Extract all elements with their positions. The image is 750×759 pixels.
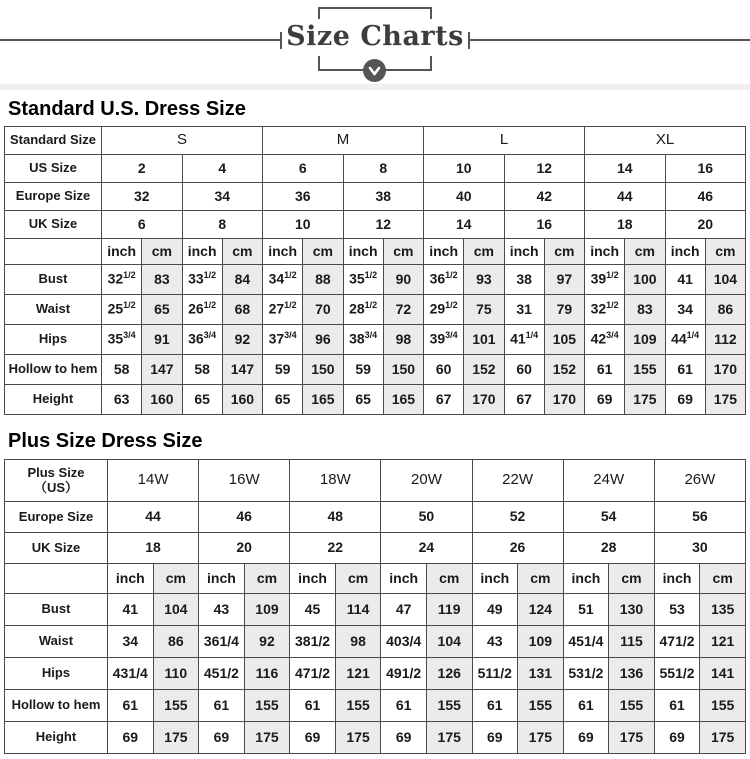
table-cell: 18W [290,460,381,502]
table-cell: L [424,127,585,155]
table-cell: 61 [199,690,245,722]
table-cell: 30 [654,533,745,564]
table-cell: $32^{1/2}$ [585,295,625,325]
table-cell: $42^{3/4}$ [585,325,625,355]
table-row [5,564,746,594]
table-cell: 160 [222,385,262,415]
table-row [5,385,746,415]
table-cell: 40 [424,183,505,211]
table-cell: 124 [518,594,564,626]
table-row [5,127,746,155]
table-cell: 130 [609,594,655,626]
table-cell: 126 [426,658,472,690]
table-cell: 175 [609,722,655,754]
table-cell: 115 [609,626,655,658]
row-label: US Size [5,155,102,183]
table-row [5,239,746,265]
table-cell: 4 [182,155,263,183]
table-cell: inch [563,564,609,594]
table-cell: 34 [108,626,154,658]
table-cell: 96 [303,325,343,355]
table-cell: inch [654,564,700,594]
table-cell: 91 [142,325,182,355]
table-cell: 47 [381,594,427,626]
table-row [5,355,746,385]
table-cell: 92 [222,325,262,355]
table-cell: 175 [518,722,564,754]
table-cell: 16 [665,155,746,183]
row-label: Standard Size [5,127,102,155]
page-title: Size Charts [286,21,464,52]
table-cell: 65 [182,385,222,415]
table-cell: 147 [142,355,182,385]
table-cell: 451/2 [199,658,245,690]
table-cell: cm [426,564,472,594]
table-cell: 2 [102,155,183,183]
table-cell: 61 [472,690,518,722]
table-cell: 22 [290,533,381,564]
table-cell: 155 [335,690,381,722]
table-cell: 160 [142,385,182,415]
table-row [5,690,746,722]
table-cell: 61 [290,690,336,722]
table-cell: 59 [263,355,303,385]
table-cell: 104 [705,265,745,295]
table-cell: 69 [585,385,625,415]
table-cell: 54 [563,502,654,533]
table-cell: 155 [244,690,290,722]
table-cell: 20 [199,533,290,564]
table-cell: 45 [290,594,336,626]
plus-size-section [0,430,750,754]
table-cell: inch [585,239,625,265]
row-label: UK Size [5,533,108,564]
table-cell: $36^{1/2}$ [424,265,464,295]
row-label: Hollow to hem [5,355,102,385]
table-cell: 155 [625,355,665,385]
table-cell: cm [625,239,665,265]
table-cell: 20 [665,211,746,239]
table-cell: 58 [182,355,222,385]
table-cell: 531/2 [563,658,609,690]
table-cell: 175 [244,722,290,754]
table-cell: 114 [335,594,381,626]
table-cell: 104 [426,626,472,658]
table-cell: 150 [383,355,423,385]
table-cell: 155 [700,690,746,722]
table-cell: 97 [544,265,584,295]
table-cell: 61 [665,355,705,385]
table-cell: 98 [335,626,381,658]
table-cell: 46 [665,183,746,211]
table-cell: cm [335,564,381,594]
table-cell: 48 [290,502,381,533]
table-cell: 24 [381,533,472,564]
table-cell: 155 [153,690,199,722]
row-label: Europe Size [5,183,102,211]
table-cell: 152 [544,355,584,385]
table-cell: 31 [504,295,544,325]
table-cell: 32 [102,183,183,211]
table-cell: 136 [609,658,655,690]
table-cell: 69 [290,722,336,754]
table-cell: 14 [585,155,666,183]
table-cell: 147 [222,355,262,385]
table-cell: 60 [424,355,464,385]
table-cell: 150 [303,355,343,385]
table-cell: 431/4 [108,658,154,690]
table-cell: 92 [244,626,290,658]
table-cell: cm [383,239,423,265]
table-cell: inch [199,564,245,594]
table-row [5,265,746,295]
table-cell: 65 [343,385,383,415]
table-cell: 34 [665,295,705,325]
table-cell: 170 [464,385,504,415]
table-cell: 175 [335,722,381,754]
table-cell: 63 [102,385,142,415]
table-cell: 86 [153,626,199,658]
table-row [5,460,746,502]
table-row [5,183,746,211]
row-label: Europe Size [5,502,108,533]
table-cell: 16 [504,211,585,239]
chevron-down-icon [363,59,386,82]
row-label: Height [5,385,102,415]
table-cell: M [263,127,424,155]
table-cell: $44^{1/4}$ [665,325,705,355]
table-cell: 44 [585,183,666,211]
table-cell: $38^{3/4}$ [343,325,383,355]
row-label: Plus Size （US） [5,460,108,502]
table-cell: inch [263,239,303,265]
table-cell: 119 [426,594,472,626]
table-cell: $36^{3/4}$ [182,325,222,355]
table-cell: 18 [108,533,199,564]
table-cell: cm [142,239,182,265]
row-label: Hips [5,325,102,355]
table-cell: 10 [424,155,505,183]
table-cell: 72 [383,295,423,325]
standard-size-table [4,126,746,415]
table-cell: $32^{1/2}$ [102,265,142,295]
table-cell: 511/2 [472,658,518,690]
table-cell: 471/2 [654,626,700,658]
table-cell: 491/2 [381,658,427,690]
table-cell: 68 [222,295,262,325]
table-cell: 50 [381,502,472,533]
table-cell: 170 [544,385,584,415]
table-cell: 90 [383,265,423,295]
table-cell: 51 [563,594,609,626]
table-cell: $26^{1/2}$ [182,295,222,325]
row-label: Bust [5,594,108,626]
table-cell: 152 [464,355,504,385]
table-cell: 98 [383,325,423,355]
table-row [5,533,746,564]
table-cell: 53 [654,594,700,626]
table-cell: 46 [199,502,290,533]
table-cell: cm [244,564,290,594]
table-cell: $39^{3/4}$ [424,325,464,355]
table-cell: S [102,127,263,155]
table-cell: 121 [335,658,381,690]
table-cell: 100 [625,265,665,295]
table-cell: inch [182,239,222,265]
table-cell: 60 [504,355,544,385]
table-cell: $35^{1/2}$ [343,265,383,295]
table-cell: $34^{1/2}$ [263,265,303,295]
table-cell: 170 [705,355,745,385]
table-cell: 59 [343,355,383,385]
standard-size-section [0,98,750,415]
table-row [5,658,746,690]
table-cell: $27^{1/2}$ [263,295,303,325]
table-cell: 8 [182,211,263,239]
table-row [5,502,746,533]
table-cell: 79 [544,295,584,325]
table-cell: 104 [153,594,199,626]
table-cell: inch [108,564,154,594]
table-cell: 141 [700,658,746,690]
table-cell: 41 [108,594,154,626]
table-cell: 175 [426,722,472,754]
table-cell: 61 [585,355,625,385]
table-cell: 112 [705,325,745,355]
table-cell: 22W [472,460,563,502]
table-cell: 10 [263,211,344,239]
table-cell: inch [472,564,518,594]
table-cell: 26 [472,533,563,564]
table-cell: inch [504,239,544,265]
table-cell: 44 [108,502,199,533]
table-cell: 56 [654,502,745,533]
table-cell: 86 [705,295,745,325]
table-cell: 14 [424,211,505,239]
table-cell: 43 [199,594,245,626]
table-cell: $39^{1/2}$ [585,265,625,295]
table-cell: 109 [244,594,290,626]
table-cell: 6 [102,211,183,239]
table-cell: cm [544,239,584,265]
table-cell: 61 [381,690,427,722]
row-label: Bust [5,265,102,295]
table-cell: $37^{3/4}$ [263,325,303,355]
table-cell: 101 [464,325,504,355]
table-cell: 69 [108,722,154,754]
table-cell: inch [424,239,464,265]
table-cell: 24W [563,460,654,502]
table-cell: 58 [102,355,142,385]
section-title-plus: Plus Size Dress Size [8,430,203,452]
table-cell: 155 [426,690,472,722]
plus-size-table [4,459,746,754]
table-cell: 93 [464,265,504,295]
row-label [5,564,108,594]
table-cell: 551/2 [654,658,700,690]
decorative-bracket-top [318,7,432,19]
table-cell: $33^{1/2}$ [182,265,222,295]
row-label: Height [5,722,108,754]
table-cell: 155 [518,690,564,722]
table-cell: 42 [504,183,585,211]
table-cell: 110 [153,658,199,690]
table-cell: 381/2 [290,626,336,658]
table-cell: 20W [381,460,472,502]
table-cell: 175 [700,722,746,754]
table-row [5,155,746,183]
table-cell: cm [303,239,343,265]
table-cell: 65 [263,385,303,415]
table-cell: cm [518,564,564,594]
table-cell: $28^{1/2}$ [343,295,383,325]
table-cell: cm [705,239,745,265]
table-cell: 175 [705,385,745,415]
table-cell: 14W [108,460,199,502]
table-cell: 155 [609,690,655,722]
table-cell: 6 [263,155,344,183]
table-cell: cm [153,564,199,594]
table-cell: 28 [563,533,654,564]
table-cell: 70 [303,295,343,325]
row-label [5,239,102,265]
table-cell: 75 [464,295,504,325]
table-row [5,626,746,658]
table-cell: $41^{1/4}$ [504,325,544,355]
table-cell: 18 [585,211,666,239]
table-cell: 175 [625,385,665,415]
table-cell: cm [222,239,262,265]
table-cell: 26W [654,460,745,502]
table-cell: 471/2 [290,658,336,690]
table-cell: inch [343,239,383,265]
table-row [5,325,746,355]
table-cell: 36 [263,183,344,211]
table-cell: $35^{3/4}$ [102,325,142,355]
table-cell: 109 [518,626,564,658]
table-cell: 109 [625,325,665,355]
table-row [5,594,746,626]
table-cell: 69 [381,722,427,754]
table-cell: $25^{1/2}$ [102,295,142,325]
table-cell: 49 [472,594,518,626]
table-cell: 88 [303,265,343,295]
table-cell: 61 [654,690,700,722]
table-cell: 165 [303,385,343,415]
table-cell: 8 [343,155,424,183]
table-cell: 131 [518,658,564,690]
table-row [5,211,746,239]
table-cell: 12 [504,155,585,183]
table-cell: 83 [625,295,665,325]
table-cell: cm [609,564,655,594]
separator-band [0,84,750,90]
table-cell: $29^{1/2}$ [424,295,464,325]
table-cell: cm [700,564,746,594]
table-cell: 69 [665,385,705,415]
table-cell: 116 [244,658,290,690]
table-cell: 165 [383,385,423,415]
table-cell: 12 [343,211,424,239]
table-cell: 16W [199,460,290,502]
size-charts-header [0,0,750,84]
table-cell: 69 [654,722,700,754]
table-cell: 61 [108,690,154,722]
row-label: Hollow to hem [5,690,108,722]
table-cell: 65 [142,295,182,325]
table-cell: 69 [199,722,245,754]
table-cell: 361/4 [199,626,245,658]
table-cell: 38 [504,265,544,295]
table-cell: inch [665,239,705,265]
table-cell: 38 [343,183,424,211]
table-row [5,722,746,754]
row-label: Waist [5,626,108,658]
table-cell: 41 [665,265,705,295]
table-cell: 67 [424,385,464,415]
row-label: Waist [5,295,102,325]
table-cell: 61 [563,690,609,722]
table-cell: 43 [472,626,518,658]
table-cell: cm [464,239,504,265]
table-cell: 175 [153,722,199,754]
table-cell: 451/4 [563,626,609,658]
table-row [5,295,746,325]
table-cell: 403/4 [381,626,427,658]
table-cell: 83 [142,265,182,295]
table-cell: 121 [700,626,746,658]
section-title-standard: Standard U.S. Dress Size [8,98,246,120]
table-cell: 67 [504,385,544,415]
table-cell: 84 [222,265,262,295]
table-cell: 105 [544,325,584,355]
table-cell: inch [290,564,336,594]
table-cell: 69 [563,722,609,754]
table-cell: 34 [182,183,263,211]
table-cell: XL [585,127,746,155]
table-cell: 135 [700,594,746,626]
table-cell: inch [381,564,427,594]
table-cell: 69 [472,722,518,754]
row-label: UK Size [5,211,102,239]
table-cell: inch [102,239,142,265]
row-label: Hips [5,658,108,690]
table-cell: 52 [472,502,563,533]
